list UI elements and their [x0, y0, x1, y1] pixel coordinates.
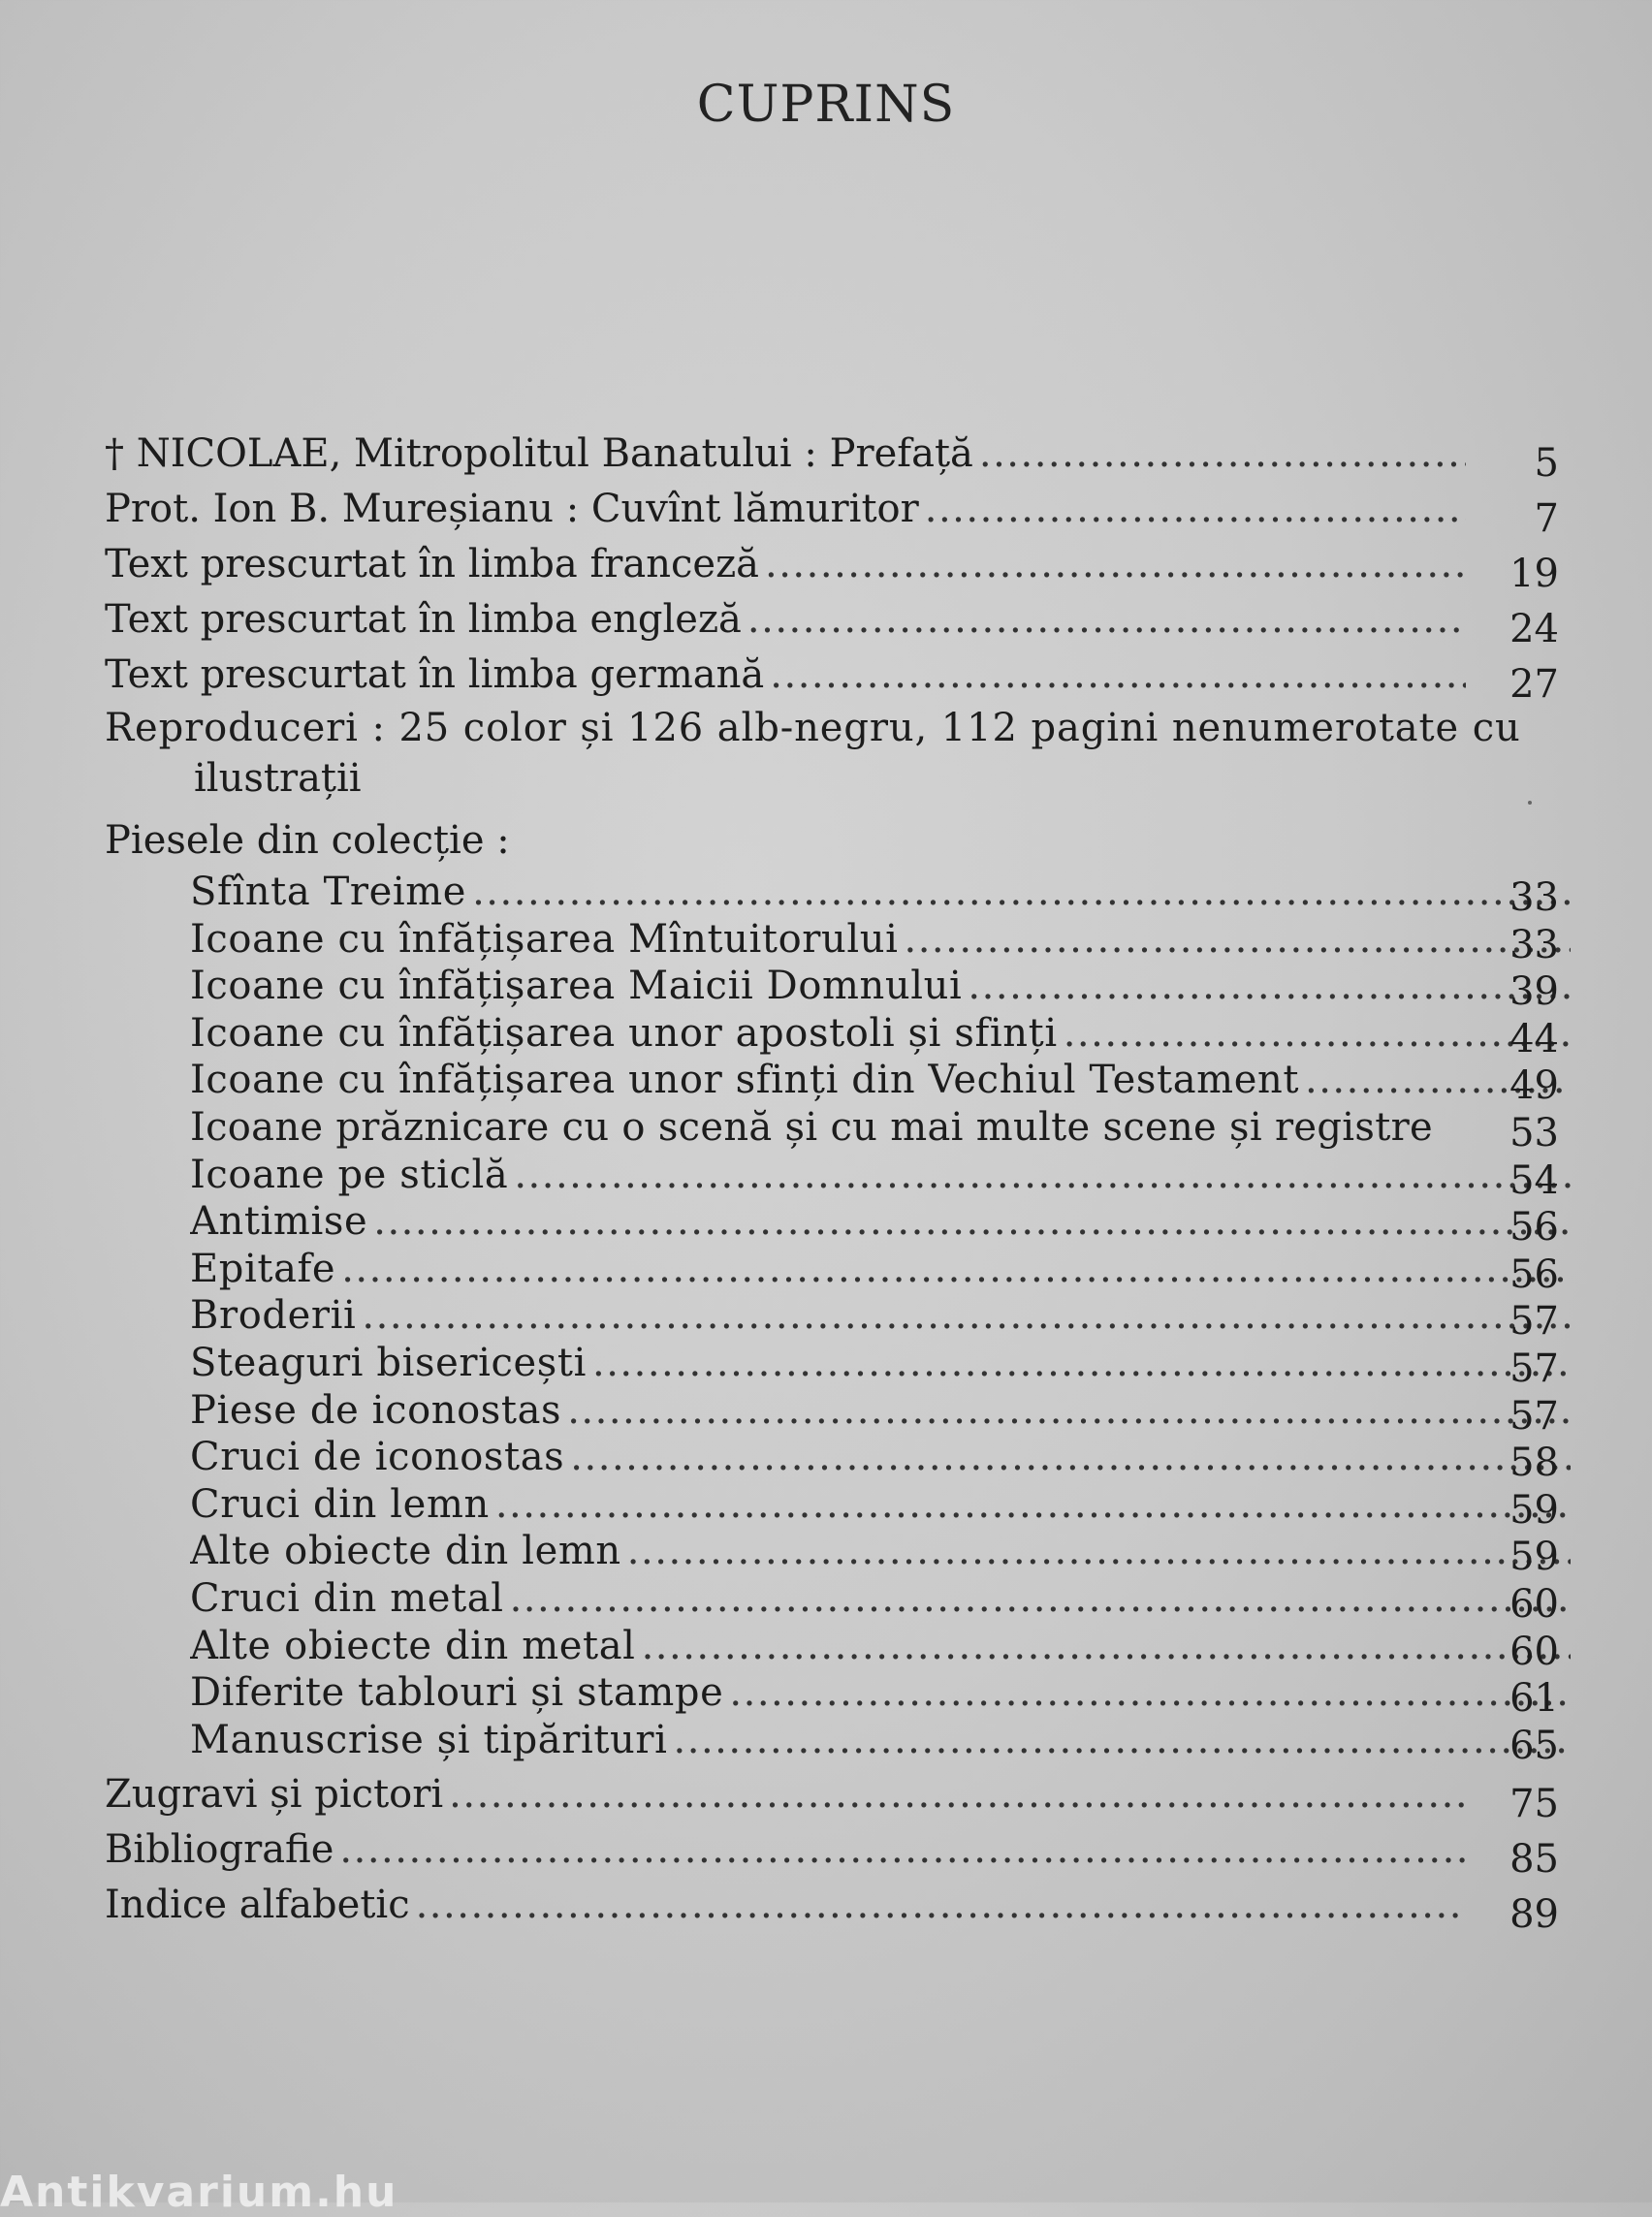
toc-entry-page: 57 — [1509, 1393, 1559, 1439]
toc-subentry — [105, 1575, 1559, 1627]
toc-entry-label: Icoane prăznicare cu o scenă și cu mai multe scene și registre — [190, 1104, 1433, 1150]
dot-leader — [510, 1575, 1571, 1623]
toc-subentry — [105, 1010, 1559, 1061]
toc-subentry — [105, 1292, 1559, 1345]
toc-entry-label: Cruci din metal — [190, 1575, 504, 1621]
toc-entry-label: Icoane cu înfățișarea unor sfinți din Vechiul Testament — [190, 1058, 1299, 1103]
dot-leader — [627, 1528, 1571, 1575]
toc-entry-label: Cruci de iconostas — [190, 1435, 565, 1480]
toc-entry-label: Manuscrise și tipărituri — [190, 1717, 668, 1762]
dot-leader — [472, 869, 1571, 916]
toc-subentry — [105, 1152, 1559, 1203]
table-of-contents — [105, 427, 1559, 1938]
toc-subentry — [105, 1340, 1559, 1391]
toc-entry-page: 7 — [1534, 496, 1559, 541]
dot-leader — [592, 1340, 1571, 1387]
dot-leader — [729, 1669, 1571, 1717]
toc-subentry — [105, 1104, 1559, 1156]
toc-entry-label: Text prescurtat în limba engleză — [105, 597, 742, 642]
reproduceri-line-2: ilustrații — [194, 756, 362, 801]
dot-leader — [362, 1292, 1571, 1340]
toc-entry — [105, 1878, 1559, 1938]
dot-leader — [416, 1878, 1466, 1933]
toc-entry-page: 89 — [1509, 1892, 1559, 1938]
toc-entry — [105, 592, 1559, 651]
toc-entry-page: 61 — [1509, 1676, 1559, 1722]
dot-leader — [674, 1717, 1571, 1764]
toc-subentry — [105, 916, 1559, 967]
dot-leader — [495, 1481, 1571, 1529]
toc-entry-label: Bibliografie — [105, 1827, 334, 1873]
toc-subentry — [105, 1387, 1559, 1439]
toc-entry-label: Icoane cu înfățișarea Maicii Domnului — [190, 964, 963, 1009]
toc-entry-page: 19 — [1509, 552, 1559, 596]
toc-entry-page: 60 — [1509, 1629, 1559, 1674]
toc-entry-label: Icoane cu înfățișarea Mîntuitorului — [190, 916, 899, 962]
page-title: CUPRINS — [696, 76, 956, 134]
toc-entry-label: Antimise — [190, 1199, 368, 1245]
toc-entry-label: Alte obiecte din lemn — [190, 1529, 621, 1574]
toc-entry-page: 65 — [1509, 1723, 1559, 1768]
dot-leader — [341, 1246, 1571, 1293]
toc-entry — [105, 537, 1559, 596]
toc-entry-label: Alte obiecte din metal — [190, 1623, 636, 1668]
toc-entry-label: Text prescurtat în limba germană — [105, 652, 765, 697]
toc-subentry — [105, 1481, 1559, 1533]
toc-entry-page: 44 — [1509, 1016, 1559, 1061]
reproduceri-line-1: Reproduceri : 25 color și 126 alb-negru, 112 pagini nenumerotate cu — [105, 706, 1521, 750]
toc-entry-label: Cruci din lemn — [190, 1481, 490, 1527]
toc-entry-page: 56 — [1509, 1251, 1559, 1297]
toc-entry-label: Broderii — [190, 1293, 357, 1339]
toc-entry-label: Steaguri bisericești — [190, 1340, 587, 1385]
toc-subentry — [105, 963, 1559, 1015]
toc-subentry — [105, 1057, 1559, 1109]
toc-entry-page: 27 — [1509, 662, 1559, 707]
toc-entry-page: 75 — [1509, 1782, 1559, 1827]
toc-entry-label: † NICOLAE, Mitropolitul Banatului : Prefață — [105, 431, 973, 476]
dot-leader — [339, 1822, 1466, 1878]
toc-entry-page: 60 — [1509, 1581, 1559, 1627]
toc-entry — [105, 648, 1559, 707]
toc-subentry — [105, 1717, 1559, 1768]
dot-leader — [979, 427, 1466, 482]
paper-speck — [1528, 801, 1532, 805]
toc-entry-page: 57 — [1509, 1346, 1559, 1391]
dot-leader — [925, 482, 1466, 537]
toc-entry-page: 5 — [1534, 441, 1559, 486]
toc-entry-page: 39 — [1509, 969, 1559, 1015]
toc-entry-label: Text prescurtat în limba franceză — [105, 542, 759, 586]
dot-leader — [765, 537, 1466, 592]
toc-entry-page: 33 — [1509, 922, 1559, 967]
toc-entry-label: Icoane pe sticlă — [190, 1152, 509, 1197]
toc-entry-label: Piese de iconostas — [190, 1387, 562, 1433]
dot-leader — [567, 1387, 1571, 1435]
toc-entry-label: Epitafe — [190, 1246, 336, 1291]
collection-heading: Piesele din colecție : — [105, 818, 510, 863]
toc-entry — [105, 427, 1559, 486]
dot-leader — [770, 648, 1466, 703]
toc-entry — [105, 1822, 1559, 1883]
toc-subentry — [105, 1528, 1559, 1580]
dot-leader — [747, 592, 1466, 648]
dot-leader — [514, 1152, 1571, 1199]
toc-subentry — [105, 1669, 1559, 1722]
toc-subentry — [105, 1198, 1559, 1251]
dot-leader — [373, 1198, 1571, 1246]
toc-entry-page: 59 — [1509, 1535, 1559, 1580]
toc-entry-page: 59 — [1509, 1487, 1559, 1533]
toc-entry-label: Sfînta Treime — [190, 870, 467, 914]
toc-entry-page: 33 — [1509, 875, 1559, 920]
toc-entry-page: 49 — [1509, 1063, 1559, 1109]
toc-entry-label: Prot. Ion B. Mureșianu : Cuvînt lămuritor — [105, 487, 919, 531]
toc-entry-page: 56 — [1509, 1205, 1559, 1251]
toc-entry-reproduceri — [105, 703, 1559, 813]
toc-entry-page: 85 — [1509, 1837, 1559, 1883]
toc-entry-label: Diferite tablouri și stampe — [190, 1670, 724, 1716]
toc-entry — [105, 482, 1559, 541]
dot-leader — [449, 1767, 1466, 1822]
toc-entry — [105, 1767, 1559, 1827]
toc-entry-page: 57 — [1509, 1299, 1559, 1345]
toc-subentry — [105, 1434, 1559, 1486]
toc-subentry — [105, 1623, 1559, 1674]
toc-entry-page: 54 — [1509, 1157, 1559, 1203]
dot-leader — [570, 1434, 1571, 1481]
toc-entry-page: 24 — [1509, 607, 1559, 651]
toc-entry-page: 53 — [1509, 1110, 1559, 1156]
watermark: Antikvarium.hu — [0, 2168, 398, 2217]
toc-entry-label: Indice alfabetic — [105, 1883, 410, 1928]
dot-leader — [642, 1623, 1571, 1670]
toc-entry-label: Zugravi și pictori — [105, 1772, 444, 1818]
toc-entry-page: 58 — [1509, 1441, 1559, 1486]
toc-subentry — [105, 1246, 1559, 1297]
toc-subentry — [105, 869, 1559, 920]
toc-entry-label: Icoane cu înfățișarea unor apostoli și sfinți — [190, 1010, 1058, 1056]
